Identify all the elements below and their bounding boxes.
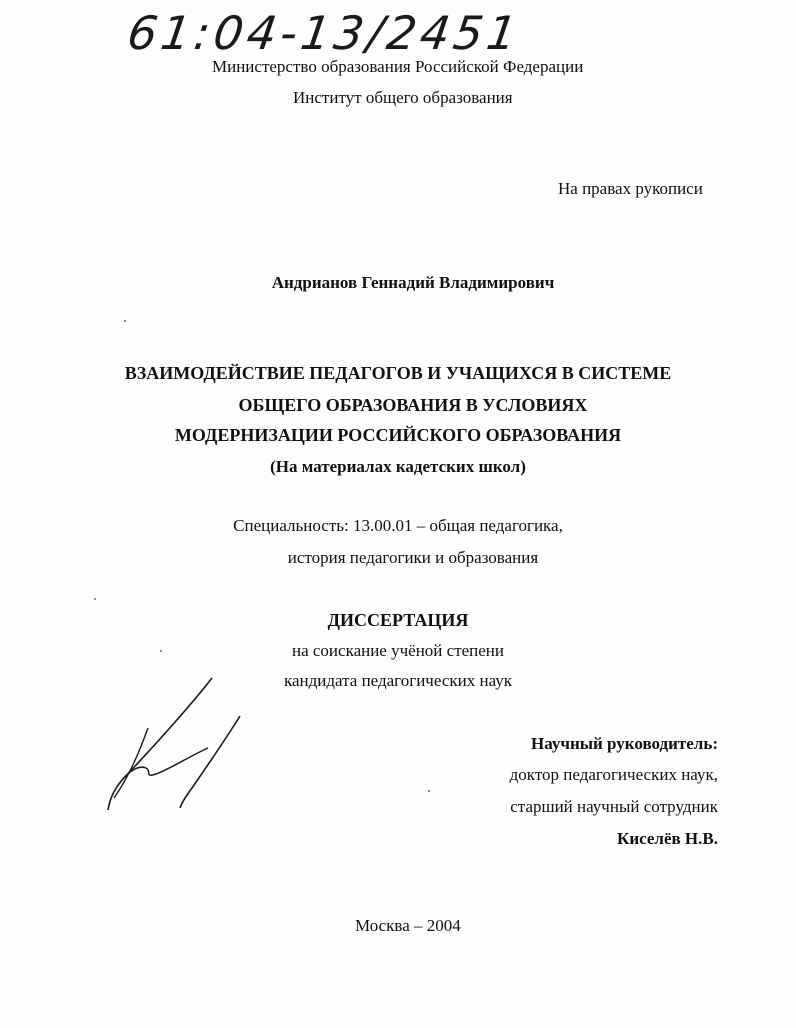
- dissertation-label: ДИССЕРТАЦИЯ: [327, 610, 469, 630]
- ministry-name: Министерство образования Российской Федерации: [212, 57, 584, 76]
- specialty-line-1: Специальность: 13.00.01 – общая педагогика,: [233, 516, 563, 535]
- title-line-3: МОДЕРНИЗАЦИИ РОССИЙСКОГО ОБРАЗОВАНИЯ: [174, 425, 622, 445]
- degree-line-1: на соискание учёной степени: [291, 641, 505, 660]
- scan-speck: [94, 598, 96, 600]
- author-name: Андрианов Геннадий Владимирович: [271, 273, 555, 292]
- signature-icon: [100, 670, 260, 820]
- supervisor-rank: старший научный сотрудник: [510, 797, 718, 816]
- supervisor-degree: доктор педагогических наук,: [509, 765, 718, 784]
- scan-speck: [428, 790, 430, 792]
- scan-speck: [160, 650, 162, 652]
- manuscript-note: На правах рукописи: [558, 179, 703, 198]
- scan-speck: [124, 320, 126, 322]
- supervisor-name: Киселёв Н.В.: [617, 829, 718, 848]
- title-subtitle: (На материалах кадетских школ): [270, 457, 526, 476]
- handwritten-archive-code: 61:04-13/2451: [124, 6, 525, 60]
- specialty-line-2: история педагогики и образования: [287, 548, 539, 567]
- title-line-2: ОБЩЕГО ОБРАЗОВАНИЯ В УСЛОВИЯХ: [238, 395, 588, 415]
- place-year: Москва – 2004: [355, 916, 461, 935]
- institute-name: Институт общего образования: [293, 88, 513, 107]
- degree-line-2: кандидата педагогических наук: [283, 671, 513, 690]
- supervisor-heading: Научный руководитель:: [531, 734, 718, 753]
- title-line-1: ВЗАИМОДЕЙСТВИЕ ПЕДАГОГОВ И УЧАЩИХСЯ В СИСТЕМЕ: [124, 363, 672, 383]
